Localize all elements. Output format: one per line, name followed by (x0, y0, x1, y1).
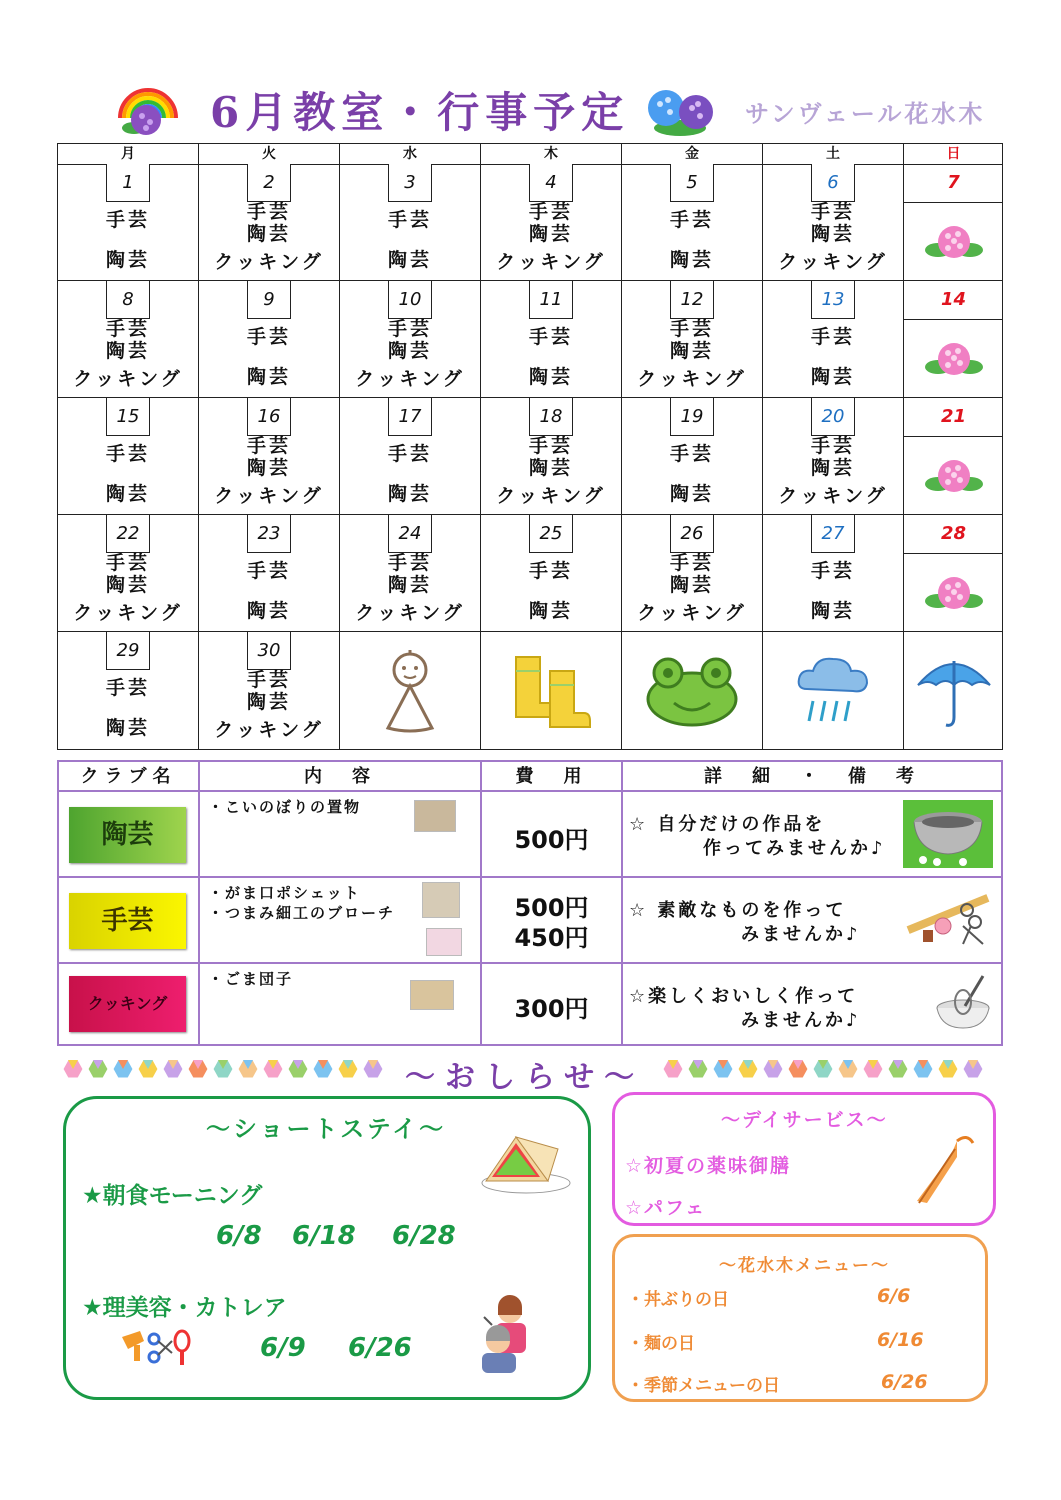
club-content-cell (200, 792, 482, 878)
calendar-day-cell (340, 515, 481, 632)
activity-label: 手芸 (105, 443, 150, 465)
activity-label: 陶芸 (246, 691, 291, 713)
activity-label: 陶芸 (669, 574, 714, 596)
club-note: ☆ 自分だけの作品を (629, 814, 826, 835)
activity-label: クッキング (214, 251, 324, 273)
activity-label: 手芸 (669, 443, 714, 465)
hairdresser-tools-icon (118, 1327, 194, 1367)
activity-label: 手芸 (669, 552, 714, 574)
day-number: 7 (904, 164, 1003, 203)
day-number: 14 (904, 281, 1003, 320)
club-badge: 手芸 (69, 893, 186, 949)
calendar-day-cell (340, 398, 481, 515)
beauty-date: 6/26 (348, 1333, 412, 1363)
menu-item-date: 6/26 (881, 1371, 928, 1393)
weekday-label: 水 (340, 144, 481, 164)
club-name-cell (59, 878, 200, 964)
activity-label: 手芸 (528, 201, 573, 223)
day-number: 17 (388, 398, 432, 436)
day-number: 10 (388, 281, 432, 319)
rainbow-hydrangea-icon (112, 78, 182, 140)
activity-label: 手芸 (105, 552, 150, 574)
day-number: 9 (247, 281, 291, 319)
calendar-day-cell (481, 281, 622, 398)
day-number: 3 (388, 164, 432, 202)
activity-label: 陶芸 (105, 340, 150, 362)
day-number: 22 (106, 515, 150, 553)
day-number: 1 (106, 164, 150, 202)
club-note: 作ってみませんか♪ (703, 838, 886, 859)
club-price: 300円 (514, 995, 589, 1023)
activity-label: 陶芸 (528, 457, 573, 479)
day-number: 26 (670, 515, 714, 553)
breakfast-date: 6/18 (292, 1221, 356, 1251)
hairdresser-icon (474, 1295, 534, 1375)
day-number: 13 (811, 281, 855, 319)
day-number: 6 (811, 164, 855, 202)
activity-label: 陶芸 (669, 483, 714, 505)
club-column-header: 詳 細 ・ 備 考 (623, 762, 1001, 792)
activity-label: 手芸 (105, 677, 150, 699)
hexagon-border-right (662, 1058, 992, 1080)
day-number: 11 (529, 281, 573, 319)
club-item: ・がま口ポシェット (208, 884, 361, 902)
club-price: 500円 (514, 826, 589, 854)
page-title: 6月教室・行事予定 (210, 88, 630, 137)
calendar-day-cell (58, 281, 199, 398)
activity-label: 手芸 (246, 435, 291, 457)
calendar-day-cell (199, 281, 340, 398)
activity-label: 手芸 (105, 318, 150, 340)
club-note: ☆ 素敵なものを作って (629, 900, 847, 921)
calendar-day-cell (622, 632, 763, 750)
activity-label: 陶芸 (669, 340, 714, 362)
beauty-date: 6/9 (260, 1333, 306, 1363)
day-service-panel (612, 1092, 996, 1226)
activity-label: 陶芸 (387, 574, 432, 596)
activity-label: 陶芸 (105, 483, 150, 505)
activity-label: 手芸 (246, 560, 291, 582)
activity-label: 手芸 (387, 443, 432, 465)
activity-label: 陶芸 (246, 600, 291, 622)
day-number: 4 (529, 164, 573, 202)
day-service-item: ☆初夏の薬味御膳 (625, 1155, 792, 1177)
calendar-day-cell (904, 164, 1003, 281)
activity-label: 手芸 (246, 201, 291, 223)
calendar-day-cell (904, 632, 1003, 750)
activity-label: 陶芸 (669, 249, 714, 271)
club-content-cell (200, 964, 482, 1044)
activity-label: 陶芸 (528, 600, 573, 622)
breakfast-title: ★朝食モーニング (82, 1183, 263, 1209)
club-item: ・つまみ細工のブローチ (208, 904, 396, 922)
frog-face-icon (622, 632, 762, 750)
day-number: 20 (811, 398, 855, 436)
day-number: 24 (388, 515, 432, 553)
activity-label: クッキング (355, 602, 465, 624)
calendar-day-cell (763, 632, 904, 750)
rain-boots-icon (481, 632, 621, 750)
activity-label: クッキング (778, 485, 888, 507)
calendar-day-cell (904, 398, 1003, 515)
calendar-day-cell (904, 281, 1003, 398)
activity-label: 陶芸 (810, 600, 855, 622)
day-number: 29 (106, 632, 150, 670)
club-badge: クッキング (69, 976, 186, 1032)
beauty-title: ★理美容・カトレア (82, 1295, 287, 1321)
menu-item-date: 6/6 (877, 1285, 911, 1307)
craft-photo (410, 980, 454, 1010)
activity-label: 手芸 (669, 318, 714, 340)
weekday-label: 金 (622, 144, 763, 164)
day-number: 16 (247, 398, 291, 436)
club-note-cell (623, 792, 1001, 878)
activity-label: 手芸 (528, 435, 573, 457)
activity-label: 陶芸 (810, 366, 855, 388)
club-name-cell (59, 792, 200, 878)
calendar-day-cell (622, 164, 763, 281)
day-number: 8 (106, 281, 150, 319)
activity-label: 陶芸 (246, 223, 291, 245)
activity-label: クッキング (637, 602, 747, 624)
hexagon-border-left (62, 1058, 392, 1080)
weekday-label: 火 (199, 144, 340, 164)
weekday-label: 土 (763, 144, 904, 164)
activity-label: クッキング (214, 719, 324, 741)
pottery-icon (903, 800, 993, 872)
menu-item-label: ・季節メニューの日 (627, 1376, 780, 1396)
club-name-cell (59, 964, 200, 1044)
menu-panel (612, 1234, 988, 1402)
activity-label: 陶芸 (105, 249, 150, 271)
calendar-day-cell (763, 164, 904, 281)
activity-label: 手芸 (528, 326, 573, 348)
day-number: 5 (670, 164, 714, 202)
calendar-day-cell (199, 515, 340, 632)
club-item: ・ごま団子 (208, 970, 294, 988)
club-price-cell (482, 878, 623, 964)
activity-label: 手芸 (387, 209, 432, 231)
activity-label: 陶芸 (105, 717, 150, 739)
calendar-day-cell (622, 281, 763, 398)
breakfast-date: 6/28 (392, 1221, 456, 1251)
craft-photo (422, 882, 460, 918)
rain-cloud-icon (763, 632, 903, 750)
short-stay-panel (63, 1096, 591, 1400)
club-price-cell (482, 964, 623, 1044)
day-number: 18 (529, 398, 573, 436)
club-note: みませんか♪ (741, 1010, 861, 1031)
day-service-title: ～デイサービス～ (721, 1109, 888, 1131)
hydrangea-icon (640, 82, 722, 138)
activity-label: 陶芸 (246, 366, 291, 388)
calendar-day-cell (58, 632, 199, 750)
activity-label: 陶芸 (528, 223, 573, 245)
activity-label: 手芸 (246, 326, 291, 348)
calendar-day-cell (58, 164, 199, 281)
calendar-day-cell (340, 632, 481, 750)
notice-title: ～おしらせ～ (405, 1060, 645, 1095)
menu-item-label: ・麺の日 (627, 1334, 695, 1354)
club-note-cell (623, 964, 1001, 1044)
calendar-day-cell (481, 632, 622, 750)
activity-label: 陶芸 (387, 340, 432, 362)
calendar-day-cell (481, 515, 622, 632)
activity-label: クッキング (214, 485, 324, 507)
activity-label: クッキング (778, 251, 888, 273)
weekday-label: 木 (481, 144, 622, 164)
monthly-calendar (57, 143, 1003, 750)
activity-label: 陶芸 (387, 483, 432, 505)
activity-label: 手芸 (246, 669, 291, 691)
day-number: 23 (247, 515, 291, 553)
weekday-label: 月 (58, 144, 199, 164)
calendar-day-cell (622, 515, 763, 632)
calendar-day-cell (904, 515, 1003, 632)
club-column-header: 内 容 (200, 762, 482, 792)
calendar-day-cell (58, 515, 199, 632)
teru-teru-bozu-icon (340, 632, 480, 750)
activity-label: 手芸 (810, 560, 855, 582)
activity-label: 手芸 (105, 209, 150, 231)
club-price: 500円 (514, 894, 589, 922)
activity-label: 陶芸 (528, 366, 573, 388)
menu-item-date: 6/16 (877, 1329, 924, 1351)
sewing-tools-icon (903, 886, 993, 954)
club-item: ・こいのぼりの置物 (208, 798, 362, 816)
activity-label: クッキング (496, 251, 606, 273)
calendar-day-cell (763, 515, 904, 632)
activity-label: 手芸 (810, 326, 855, 348)
activity-label: 手芸 (810, 201, 855, 223)
day-number: 15 (106, 398, 150, 436)
activity-label: クッキング (496, 485, 606, 507)
calendar-day-cell (199, 632, 340, 750)
menu-title: ～花水木メニュー～ (719, 1256, 890, 1276)
calendar-day-cell (199, 164, 340, 281)
weekday-label: 日 (946, 146, 961, 162)
hydrangea-icon (924, 454, 984, 502)
menu-item-label: ・丼ぶりの日 (627, 1290, 729, 1310)
club-column-header: クラブ名 (59, 762, 200, 792)
activity-label: 陶芸 (810, 223, 855, 245)
club-table (57, 760, 1003, 1046)
short-stay-title: ～ショートステイ～ (206, 1115, 447, 1143)
activity-label: 手芸 (528, 560, 573, 582)
activity-label: 陶芸 (810, 457, 855, 479)
activity-label: 手芸 (387, 552, 432, 574)
craft-photo (414, 800, 456, 832)
calendar-day-cell (763, 398, 904, 515)
day-number: 21 (904, 398, 1003, 437)
club-note: みませんか♪ (741, 924, 861, 945)
activity-label: 陶芸 (387, 249, 432, 271)
day-number: 25 (529, 515, 573, 553)
activity-label: クッキング (73, 602, 183, 624)
umbrella-icon (904, 632, 1003, 750)
calendar-day-cell (199, 398, 340, 515)
hydrangea-icon (924, 337, 984, 385)
sandwich-icon (476, 1129, 572, 1195)
day-number: 12 (670, 281, 714, 319)
hydrangea-icon (924, 220, 984, 268)
calendar-day-cell (340, 164, 481, 281)
activity-label: 陶芸 (105, 574, 150, 596)
calendar-day-cell (763, 281, 904, 398)
day-number: 30 (247, 632, 291, 670)
whisk-bowl-icon (933, 972, 993, 1036)
club-note-cell (623, 878, 1001, 964)
calendar-day-cell (340, 281, 481, 398)
club-price: 450円 (514, 924, 589, 952)
craft-photo (426, 928, 462, 956)
club-column-header: 費 用 (482, 762, 623, 792)
activity-label: 手芸 (387, 318, 432, 340)
calendar-day-cell (622, 398, 763, 515)
activity-label: 手芸 (669, 209, 714, 231)
day-number: 27 (811, 515, 855, 553)
hydrangea-icon (924, 571, 984, 619)
activity-label: 陶芸 (246, 457, 291, 479)
breakfast-date: 6/8 (216, 1221, 262, 1251)
day-number: 28 (904, 515, 1003, 554)
day-number: 19 (670, 398, 714, 436)
calendar-day-cell (481, 398, 622, 515)
day-service-item: ☆パフェ (625, 1197, 707, 1219)
weekday-header (58, 144, 1002, 165)
calendar-day-cell (58, 398, 199, 515)
facility-name: サンヴェール花水木 (745, 100, 986, 128)
calendar-day-cell (481, 164, 622, 281)
club-price-cell (482, 792, 623, 878)
club-note: ☆楽しくおいしく作って (629, 986, 859, 1007)
activity-label: クッキング (355, 368, 465, 390)
orange-umbrella-icon (907, 1131, 977, 1211)
club-content-cell (200, 878, 482, 964)
activity-label: 手芸 (810, 435, 855, 457)
activity-label: クッキング (73, 368, 183, 390)
day-number: 2 (247, 164, 291, 202)
club-badge: 陶芸 (69, 807, 186, 863)
activity-label: クッキング (637, 368, 747, 390)
